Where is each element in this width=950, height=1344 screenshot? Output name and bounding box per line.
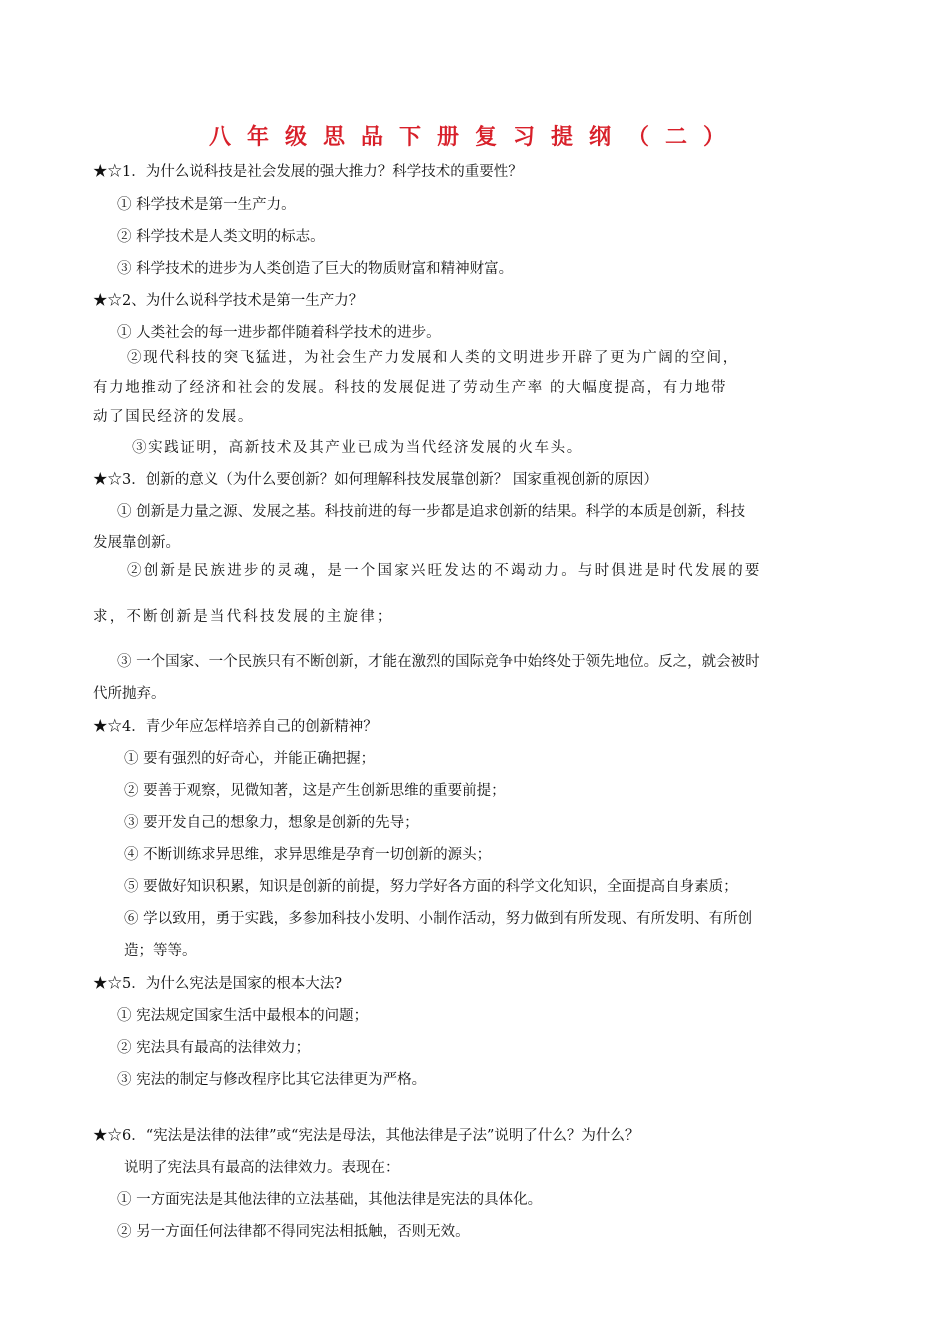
answer-line: ②现代科技的突飞猛进，为社会生产力发展和人类的文明进步开辟了更为广阔的空间， [127,350,739,366]
answer-line: ① 要有强烈的好奇心，并能正确把握； [124,751,376,767]
answer-line: 发展靠创新。 [93,535,180,551]
answer-line: ②创新是民族进步的灵魂，是一个国家兴旺发达的不竭动力。与时俱进是时代发展的要 [127,563,762,579]
question-heading: ★☆2、为什么说科学技术是第一生产力？ [93,293,364,309]
answer-line: 代所抛弃。 [93,686,166,702]
answer-line: ④ 不断训练求异思维，求异思维是孕育一切创新的源头； [124,847,492,863]
answer-line: ⑥ 学以致用，勇于实践，多参加科技小发明、小制作活动，努力做到有所发现、有所发明、有所创 [124,911,753,927]
answer-line: 造；等等。 [124,943,197,959]
question-heading: ★☆1．为什么说科技是社会发展的强大推力？科学技术的重要性？ [93,164,523,180]
answer-line: ③实践证明，高新技术及其产业已成为当代经济发展的火车头。 [132,440,583,456]
answer-line: ② 要善于观察，见微知著，这是产生创新思维的重要前提； [124,783,506,799]
answer-line: ① 创新是力量之源、发展之基。科技前进的每一步都是追求创新的结果。科学的本质是创新，科技 [117,504,746,520]
answer-line: ⑤ 要做好知识积累，知识是创新的前提，努力学好各方面的科学文化知识，全面提高自身素质； [124,879,738,895]
answer-line: 说明了宪法具有最高的法律效力。表现在： [124,1160,400,1176]
answer-line: ② 另一方面任何法律都不得同宪法相抵触，否则无效。 [117,1224,470,1240]
answer-line: ② 宪法具有最高的法律效力； [117,1040,311,1056]
page-title: 八年级思品下册复习提纲（二） [208,125,741,150]
question-heading: ★☆6．“宪法是法律的法律”或“宪法是母法，其他法律是子法”说明了什么？为什么？ [93,1128,640,1144]
answer-line: ③ 要开发自己的想象力，想象是创新的先导； [124,815,419,831]
answer-line: ③ 科学技术的进步为人类创造了巨大的物质财富和精神财富。 [117,261,514,277]
question-heading: ★☆3．创新的意义（为什么要创新？如何理解科技发展靠创新？ 国家重视创新的原因） [93,472,658,488]
answer-line: ③ 一个国家、一个民族只有不断创新，才能在激烈的国际竞争中始终处于领先地位。反之，就会被时 [117,654,760,670]
answer-line: 动了国民经济的发展。 [93,409,254,425]
answer-line: ① 宪法规定国家生活中最根本的问题； [117,1008,369,1024]
question-heading: ★☆5．为什么宪法是国家的根本大法? [93,976,342,992]
answer-line: ① 一方面宪法是其他法律的立法基础，其他法律是宪法的具体化。 [117,1192,543,1208]
answer-line: ① 人类社会的每一进步都伴随着科学技术的进步。 [117,325,441,341]
answer-line: ③ 宪法的制定与修改程序比其它法律更为严格。 [117,1072,427,1088]
question-heading: ★☆4．青少年应怎样培养自己的创新精神？ [93,719,378,735]
answer-line: ② 科学技术是人类文明的标志。 [117,229,325,245]
answer-line: 有力地推动了经济和社会的发展。科技的发展促进了劳动生产率 的大幅度提高，有力地带 [93,380,728,396]
answer-line: 求，不断创新是当代科技发展的主旋律； [93,609,394,625]
answer-line: ① 科学技术是第一生产力。 [117,197,296,213]
